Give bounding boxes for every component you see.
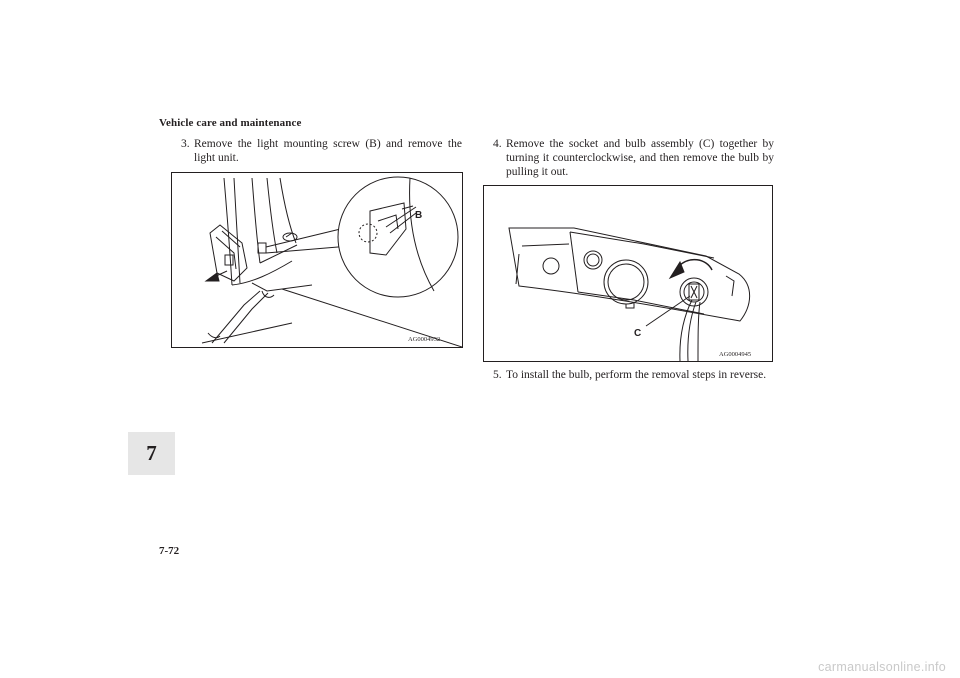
figure-light-mounting-screw	[171, 172, 463, 348]
step-5-text: To install the bulb, perform the removal steps in reverse.	[506, 369, 767, 381]
illustration-combination-lamp	[484, 186, 772, 361]
figure-code-left: AG0004932	[408, 336, 441, 343]
callout-label-b: B	[415, 210, 423, 221]
step-3-number: 3.	[181, 138, 190, 150]
illustration-light-unit	[172, 173, 462, 347]
step-3	[181, 137, 462, 165]
section-header: Vehicle care and maintenance	[159, 117, 302, 129]
step-4	[493, 137, 774, 179]
figure-socket-bulb-assembly	[483, 185, 773, 362]
step-5	[493, 368, 783, 382]
step-3-text: Remove the light mounting screw (B) and remove the light unit.	[194, 138, 462, 164]
chapter-tab	[128, 432, 175, 475]
callout-label-c: C	[634, 328, 642, 339]
page-number: 7-72	[159, 545, 180, 557]
watermark-link[interactable]: carmanualsonline.info	[818, 660, 946, 674]
step-4-text: Remove the socket and bulb assembly (C) together by turning it counterclockwise, and then remove the bulb by pulling it out.	[506, 138, 774, 178]
step-5-number: 5.	[493, 369, 502, 381]
chapter-number: 7	[146, 441, 157, 465]
figure-code-right: AG0004945	[719, 351, 752, 358]
step-4-number: 4.	[493, 138, 502, 150]
